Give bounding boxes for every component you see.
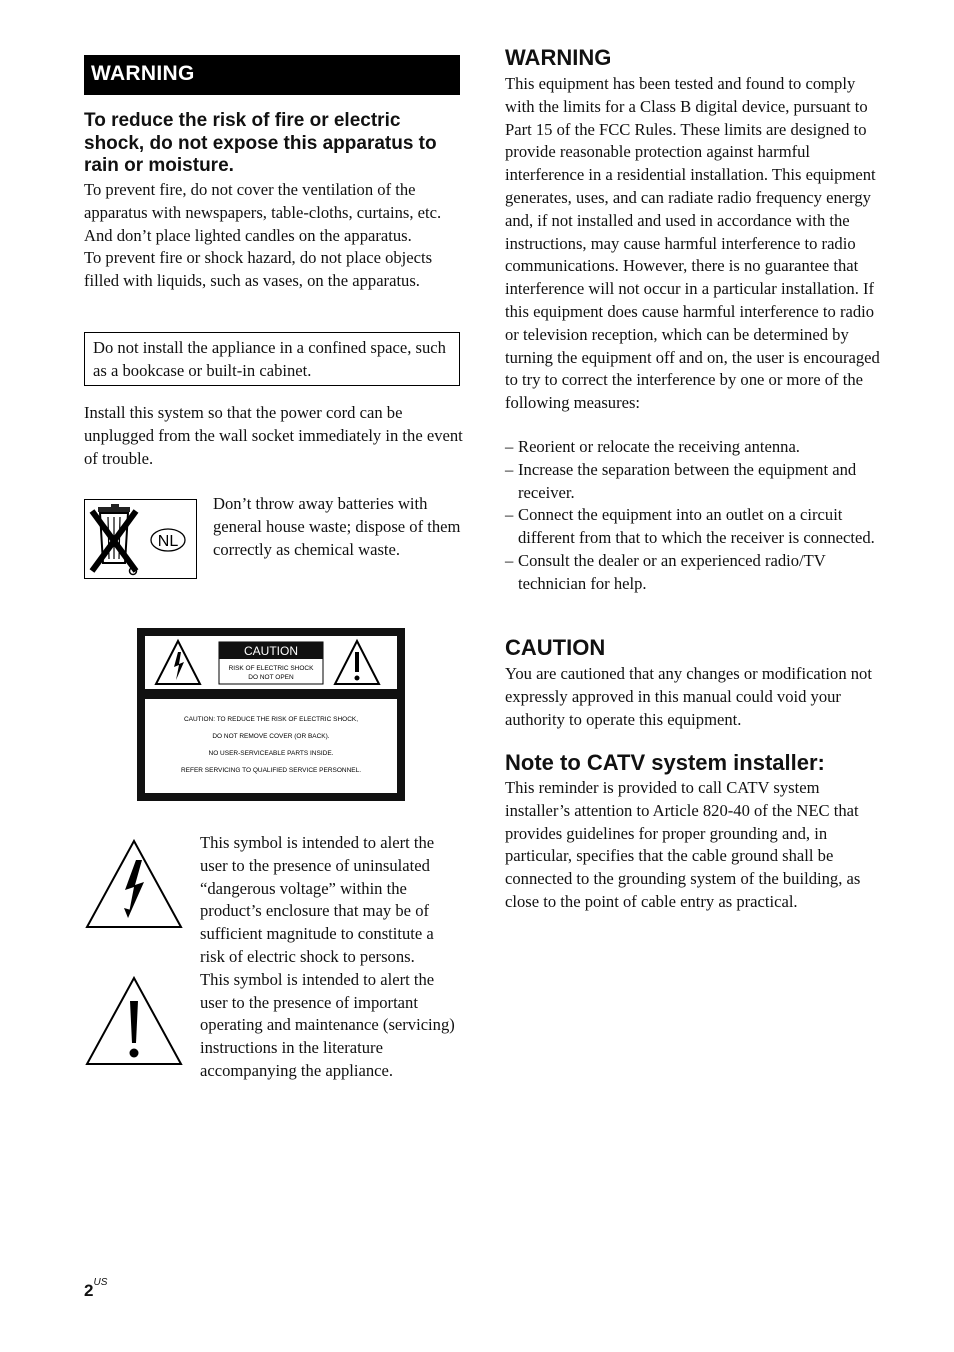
measures-list bbox=[505, 436, 885, 596]
confined-space-notice bbox=[84, 332, 460, 386]
caution-label-graphic bbox=[137, 628, 405, 801]
battery-icon-label: NL bbox=[157, 533, 179, 550]
install-para: Install this system so that the power cord can be unplugged from the wall socket immediately in the event of trouble. bbox=[84, 403, 463, 468]
battery-disposal-icon bbox=[84, 499, 197, 579]
fire-prevention-section bbox=[84, 179, 464, 293]
page-number bbox=[84, 1277, 108, 1301]
caution-label-line-1: CAUTION: TO REDUCE THE RISK OF ELECTRIC SHOCK, bbox=[183, 716, 359, 723]
caution-heading: CAUTION bbox=[505, 635, 606, 660]
list-item: – Reorient or relocate the receiving antenna. bbox=[505, 437, 800, 456]
list-item: – Consult the dealer or an experienced radio/TV technician for help. bbox=[505, 550, 826, 593]
caution-label-sub-2: DO NOT OPEN bbox=[248, 674, 294, 681]
caution-label-line-2: DO NOT REMOVE COVER (OR BACK). bbox=[212, 733, 330, 740]
risk-heading: To reduce the risk of fire or electric shock, do not expose this apparatus to rain or moisture. bbox=[84, 110, 437, 176]
caution-label-sub-1: RISK OF ELECTRIC SHOCK bbox=[228, 665, 314, 672]
fire-para-2: To prevent fire or shock hazard, do not place objects filled with liquids, such as vases, on the apparatus. bbox=[84, 248, 433, 291]
warning-banner-title: WARNING bbox=[91, 62, 195, 85]
page-number-value: 2 bbox=[84, 1281, 94, 1300]
exclamation-warning-icon bbox=[84, 975, 184, 1067]
caution-label-line-4: REFER SERVICING TO QUALIFIED SERVICE PERSONNEL. bbox=[180, 767, 362, 774]
catv-para: This reminder is provided to call CATV system installer’s attention to Article 820-40 of the NEC that provides guidelines for proper grounding and, in particular, specifies that the cable ground shall be connected to the grounding system of the building, as close to the point of cable entry as practical. bbox=[505, 778, 861, 911]
page-number-suffix: US bbox=[93, 1277, 108, 1289]
warning-banner bbox=[84, 55, 460, 95]
catv-heading: Note to CATV system installer: bbox=[505, 750, 825, 775]
bolt-symbol-para: This symbol is intended to alert the user to the presence of uninsulated “dangerous voltage” within the product’s enclosure that may be of sufficient magnitude to constitute a risk of electric shock to persons. bbox=[200, 833, 435, 966]
exclamation-symbol-para: This symbol is intended to alert the user to the presence of important operating and maintenance (servicing) instructions in the literature accompanying the appliance. bbox=[200, 969, 455, 1080]
fire-para-1: To prevent fire, do not cover the ventilation of the apparatus with newspapers, table-cloths, curtains, etc. And don’t place lighted candles on the apparatus. bbox=[84, 180, 442, 245]
battery-para: Don’t throw away batteries with general house waste; dispose of them correctly as chemical waste. bbox=[213, 494, 461, 559]
caution-para: You are cautioned that any changes or modification not expressly approved in this manual could void your authority to operate this equipment. bbox=[505, 664, 872, 729]
list-item: – Increase the separation between the equipment and receiver. bbox=[505, 459, 857, 502]
fcc-warning-heading: WARNING bbox=[505, 45, 612, 70]
lightning-bolt-warning-icon bbox=[84, 838, 184, 930]
crossed-bin-icon bbox=[92, 504, 137, 575]
symbol-explanations bbox=[200, 832, 462, 1083]
list-item: – Connect the equipment into an outlet on a circuit different from that to which the receiver is connected. bbox=[505, 505, 875, 548]
confined-space-text: Do not install the appliance in a confined space, such as a bookcase or built-in cabinet. bbox=[93, 338, 446, 380]
caution-label-line-3: NO USER-SERVICEABLE PARTS INSIDE. bbox=[208, 750, 334, 757]
caution-label-title: CAUTION bbox=[244, 644, 298, 658]
fcc-para: This equipment has been tested and found to comply with the limits for a Class B digital device, pursuant to Part 15 of the FCC Rules. These limits are designed to provide reasonable protection against harmful interference in a residential installation. This equipment generates, uses, and can radiate radio frequency energy and, if not installed and used in accordance with the instructions, may cause harmful interference to radio communications. However, there is no guarantee that interference will not occur in a particular installation. If this equipment does cause harmful interference to radio or television reception, which can be determined by turning the equipment off and on, the user is encouraged to try to correct the interference by one or more of the following measures: bbox=[505, 74, 880, 413]
